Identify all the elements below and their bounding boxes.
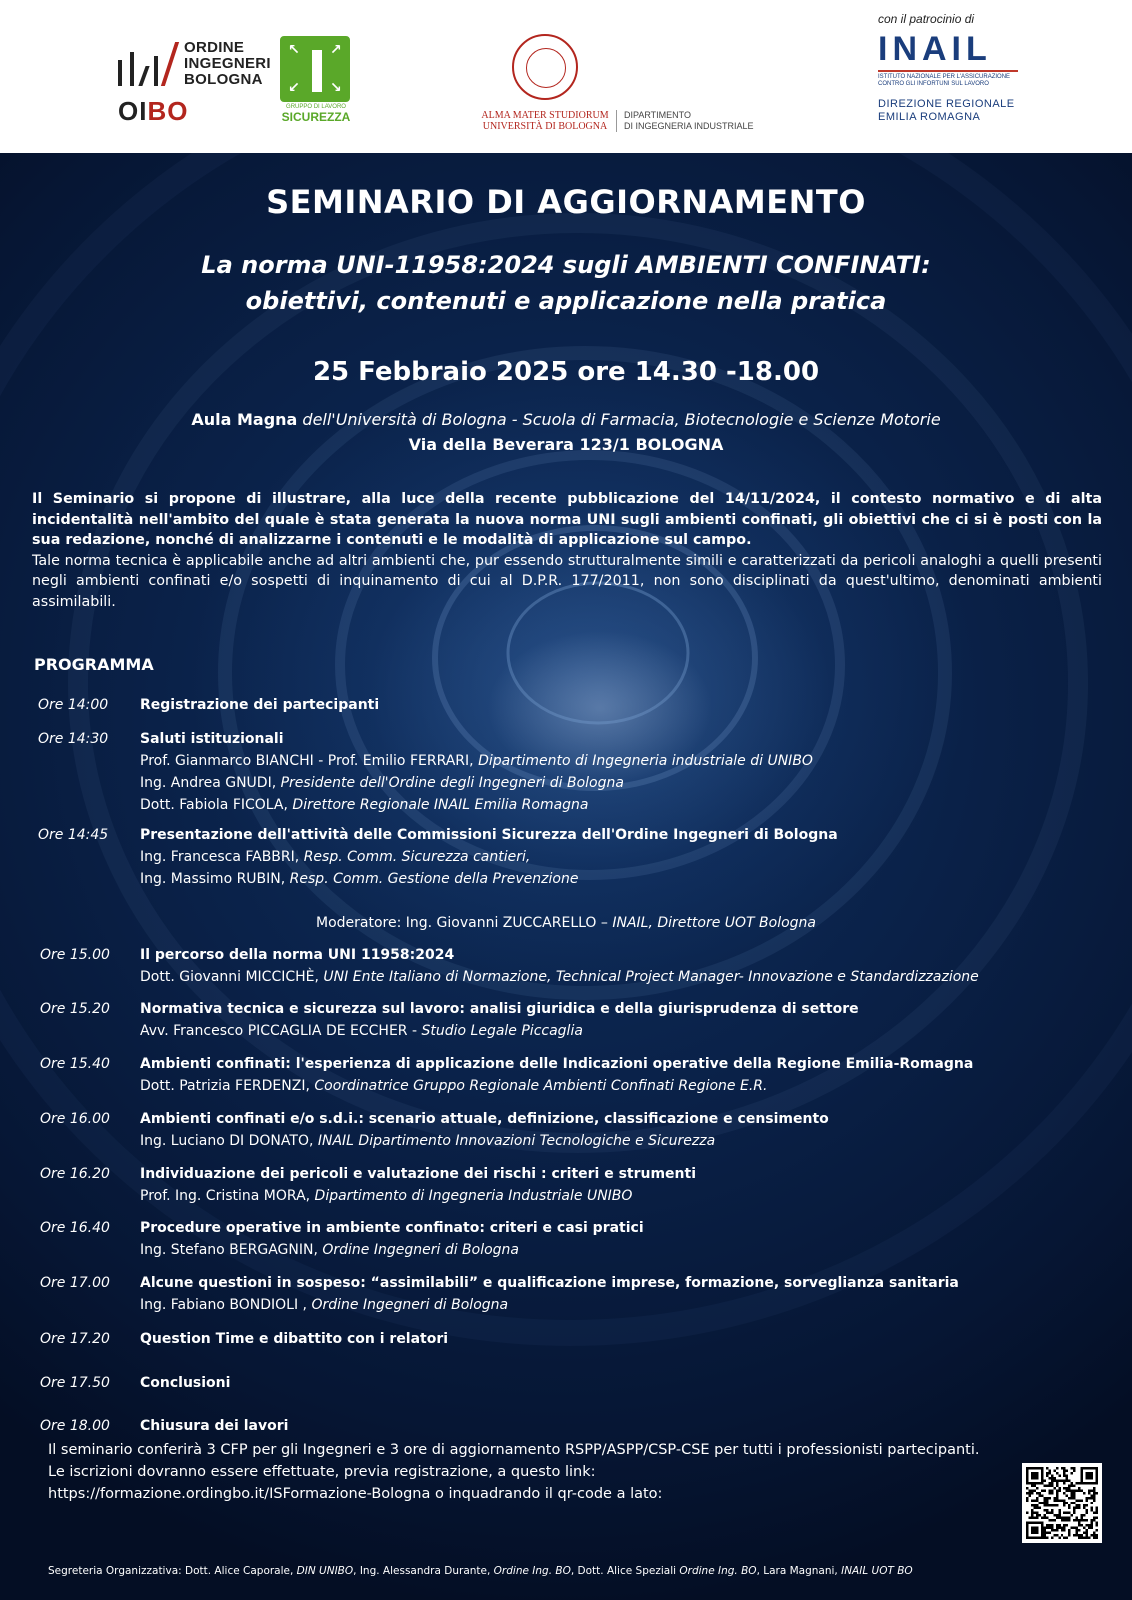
programme-title: Alcune questioni in sospeso: “assimilabili” e qualificazione imprese, formazione, sorveglianza sanitaria [140, 1275, 959, 1291]
ordine-ingegneri-bologna-logo [118, 38, 271, 130]
programme-speaker: Dott. Fabiola FICOLA, Direttore Regionale INAIL Emilia Romagna [140, 797, 589, 813]
seminar-date: 25 Febbraio 2025 ore 14.30 -18.00 [312, 357, 820, 387]
programme-body [140, 1372, 1100, 1394]
programme-title: Procedure operative in ambiente confinato: criteri e casi pratici [140, 1220, 644, 1236]
programme-speaker: Prof. Ing. Cristina MORA, Dipartimento di Ingegneria Industriale UNIBO [140, 1188, 633, 1204]
programme-time: Ore 15.40 [40, 1056, 110, 1072]
programme-body [140, 1217, 1100, 1261]
qr-code[interactable] [1022, 1463, 1102, 1543]
programme-title: Il percorso della norma UNI 11958:2024 [140, 947, 455, 963]
programme-body [140, 1415, 1100, 1437]
programme-body [140, 1108, 1100, 1152]
registration-link[interactable]: https://formazione.ordingbo.it/ISFormazione-Bologna o inquadrando il qr-code a lato: [48, 1486, 663, 1502]
programme-speaker: Dott. Patrizia FERDENZI, Coordinatrice Gruppo Regionale Ambienti Confinati Regione E.R. [140, 1078, 768, 1094]
programme-time: Ore 17.00 [40, 1275, 110, 1291]
programme-time: Ore 17.50 [40, 1375, 110, 1391]
programme-title: Saluti istituzionali [140, 731, 284, 747]
sicurezza-title: SICUREZZA [281, 110, 351, 124]
programme-body [140, 694, 1100, 716]
seminar-subtitle: La norma UNI-11958:2024 sugli AMBIENTI CONFINATI: obiettivi, contenuti e applicazione nella pratica [201, 251, 931, 315]
programme-time: Ore 15.20 [40, 1001, 110, 1017]
programme-time: Ore 14:45 [38, 827, 109, 843]
inail-subtitle: ISTITUTO NAZIONALE PER L'ASSICURAZIONE CONTRO GLI INFORTUNI SUL LAVORO [878, 74, 1011, 87]
oibo-acronym: OIBO [118, 96, 189, 126]
programme-speaker: Prof. Gianmarco BIANCHI - Prof. Emilio FERRARI, Dipartimento di Ingegneria industriale di UNIBO [140, 753, 813, 769]
organizing-secretariat: Segreteria Organizzativa: Dott. Alice Caporale, DIN UNIBO, Ing. Alessandra Durante, Ordine Ing. BO, Dott. Alice Speziali Ordine Ing. BO, Lara Magnani, INAIL UOT BO [48, 1565, 913, 1577]
sicurezza-icon: ↖ ↗ ↙ ↘ [280, 36, 350, 102]
programme-time: Ore 14:30 [38, 731, 109, 747]
programme-time: Ore 15.00 [40, 947, 110, 963]
programme-speaker: Ing. Stefano BERGAGNIN, Ordine Ingegneri di Bologna [140, 1242, 520, 1258]
programme-body [140, 998, 1100, 1042]
programme-speaker: Ing. Massimo RUBIN, Resp. Comm. Gestione della Prevenzione [140, 871, 579, 887]
logo-header [0, 0, 1132, 153]
main-panel [0, 153, 1132, 1600]
inail-wordmark: INAIL [878, 30, 992, 68]
programme-time: Ore 17.20 [40, 1331, 110, 1347]
programme-body [140, 1163, 1100, 1207]
credits-and-registration [48, 1439, 1008, 1505]
programme-heading: PROGRAMMA [34, 655, 154, 674]
inail-rule [878, 70, 1018, 72]
seminar-content [0, 153, 1132, 1600]
programme-body [140, 1272, 1100, 1316]
programme-title: Question Time e dibattito con i relatori [140, 1331, 449, 1347]
programme-title: Individuazione dei pericoli e valutazione dei rischi : criteri e strumenti [140, 1166, 697, 1182]
programme-title: Conclusioni [140, 1375, 231, 1391]
moderator-line: Moderatore: Ing. Giovanni ZUCCARELLO – INAIL, Direttore UOT Bologna [315, 915, 817, 931]
programme-body [140, 1328, 1100, 1350]
sicurezza-group-label: GRUPPO DI LAVORO [286, 104, 346, 110]
programme-time: Ore 16.40 [40, 1220, 110, 1236]
qr-code-icon [1026, 1467, 1098, 1539]
programme-title: Presentazione dell'attività delle Commissioni Sicurezza dell'Ordine Ingegneri di Bologna [140, 827, 838, 843]
programme-speaker: Avv. Francesco PICCAGLIA DE ECCHER - Studio Legale Piccaglia [140, 1023, 583, 1039]
unibo-logo [478, 34, 768, 134]
unibo-department: DIPARTIMENTO DI INGEGNERIA INDUSTRIALE [624, 110, 754, 131]
description-bold: Il Seminario si propone di illustrare, alla luce della recente pubblicazione del 14/11/2024, il contesto normativo e di alta incidentalità nell'ambito del quale è stata generata la nuova norma UNI sugli ambienti confinati, gli obiettivi che ci si è posti con la sua redazione, nonché di analizzarne i contenuti e le modalità di applicazione sul campo. [32, 491, 1102, 548]
unibo-divider [616, 110, 617, 132]
gruppo-sicurezza-logo [280, 36, 352, 132]
programme-body [140, 944, 1100, 988]
seminar-description [32, 489, 1102, 612]
programme-speaker: Ing. Fabiano BONDIOLI , Ordine Ingegneri di Bologna [140, 1297, 509, 1313]
programme-speaker: Ing. Francesca FABBRI, Resp. Comm. Sicurezza cantieri, [140, 849, 531, 865]
programme-title: Registrazione dei partecipanti [140, 697, 380, 713]
programme-title: Normativa tecnica e sicurezza sul lavoro: analisi giuridica e della giurisprudenza di settore [140, 1001, 859, 1017]
credits-text: Il seminario conferirà 3 CFP per gli Ingegneri e 3 ore di aggiornamento RSPP/ASPP/CSP-CSE per tutti i professionisti partecipanti. [48, 1442, 980, 1458]
unibo-name: ALMA MATER STUDIORUM UNIVERSITÀ DI BOLOGNA [481, 110, 609, 132]
programme-time: Ore 18.00 [40, 1418, 110, 1434]
programme-title: Ambienti confinati e/o s.d.i.: scenario attuale, definizione, classificazione e censimento [140, 1111, 829, 1127]
seminar-venue: Aula Magna dell'Università di Bologna - Scuola di Farmacia, Biotecnologie e Scienze Motorie Via della Beverara 123/1 BOLOGNA [191, 410, 941, 454]
programme-speaker: Dott. Giovanni MICCICHÈ, UNI Ente Italiano di Normazione, Technical Project Manager- Innovazione e Standardizzazione [140, 969, 979, 985]
programme-speaker: Ing. Luciano DI DONATO, INAIL Dipartimento Innovazioni Tecnologiche e Sicurezza [140, 1133, 716, 1149]
programme-body [140, 1053, 1100, 1097]
inail-logo [878, 12, 1038, 137]
unibo-seal-icon [512, 34, 578, 100]
patronage-label: con il patrocinio di [878, 12, 975, 26]
programme-title: Ambienti confinati: l'esperienza di applicazione delle Indicazioni operative della Regione Emilia-Romagna [140, 1056, 974, 1072]
programme-time: Ore 16.00 [40, 1111, 110, 1127]
programme-time: Ore 16.20 [40, 1166, 110, 1182]
seminar-title: SEMINARIO DI AGGIORNAMENTO [266, 183, 866, 221]
oibo-name: ORDINE INGEGNERI BOLOGNA [184, 39, 271, 88]
programme-speaker: Ing. Andrea GNUDI, Presidente dell'Ordine degli Ingegneri di Bologna [140, 775, 624, 791]
oibo-bars-graphic [118, 42, 180, 86]
programme-title: Chiusura dei lavori [140, 1418, 289, 1434]
description-plain: Tale norma tecnica è applicabile anche ad altri ambienti che, pur essendo strutturalmente simili e caratterizzati da pericoli analoghi a quelli presenti negli ambienti confinati e/o sospetti di inquinamento di cui al D.P.R. 177/2011, non sono disciplinati da quest'ultimo, denominati ambienti assimilabili. [32, 552, 1102, 610]
inail-direction: DIREZIONE REGIONALE EMILIA ROMAGNA [878, 98, 1015, 123]
registration-text: Le iscrizioni dovranno essere effettuate, previa registrazione, a questo link: [48, 1464, 596, 1480]
programme-body [140, 824, 1100, 890]
programme-time: Ore 14:00 [38, 697, 109, 713]
programme-body [140, 728, 1100, 816]
